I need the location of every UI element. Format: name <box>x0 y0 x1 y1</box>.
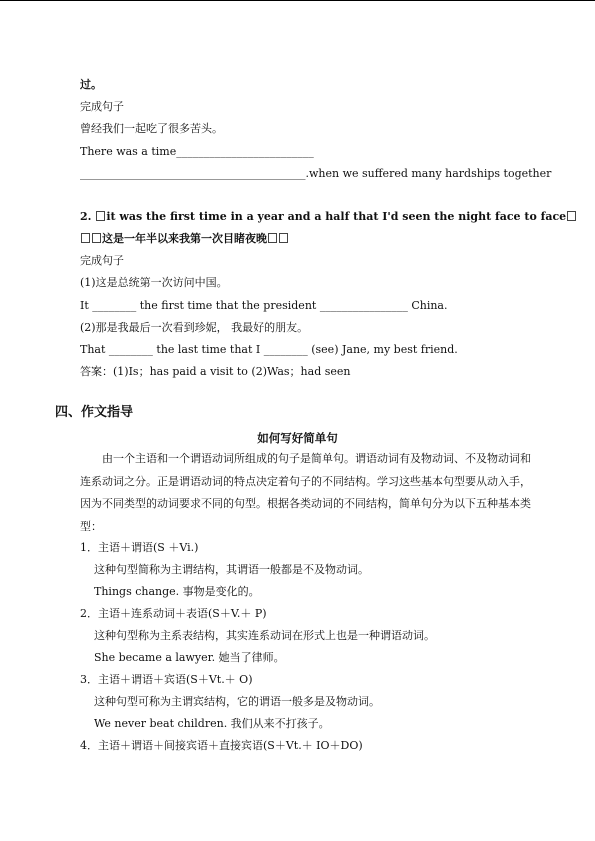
section-heading: 四、作文指导 <box>55 405 134 420</box>
type-example: We never beat children. 我们从来不打孩子。 <box>94 717 330 730</box>
type-heading: 1．主语＋谓语(S ＋Vi.) <box>80 541 199 554</box>
text-line: _________________________________________.when we suffered many hardships together <box>80 167 552 180</box>
type-heading: 3．主语＋谓语＋宾语(S＋Vt.＋ O) <box>80 673 253 686</box>
box-icon <box>81 233 90 243</box>
box-icon <box>96 211 105 221</box>
example-sentence: it was the first time in a year and a half that I'd seen the night face to face <box>106 210 567 223</box>
text-line: 过。 <box>80 78 102 91</box>
answer-line: 答案：(1)Is；has paid a visit to (2)Was；had seen <box>80 365 351 378</box>
text-line: 曾经我们一起吃了很多苦头。 <box>80 122 223 135</box>
text-line: That ________ the last time that I ________ (see) Jane, my best friend. <box>80 343 458 356</box>
type-heading: 2．主语＋连系动词＋表语(S＋V.＋ P) <box>80 607 267 620</box>
translation-text: 这是一年半以来我第一次目睹夜晚 <box>102 232 267 245</box>
article-title: 如何写好简单句 <box>257 431 338 445</box>
text-line: There was a time_________________________ <box>80 145 314 158</box>
type-example: She became a lawyer. 她当了律师。 <box>94 651 285 664</box>
type-description: 这种句型简称为主谓结构，其谓语一般都是不及物动词。 <box>94 563 369 576</box>
type-description: 这种句型可称为主谓宾结构，它的谓语一般多是及物动词。 <box>94 695 380 708</box>
box-icon <box>268 233 277 243</box>
type-heading: 4．主语＋谓语＋间接宾语＋直接宾语(S＋Vt.＋ IO＋DO) <box>80 739 363 752</box>
text-line: It ________ the first time that the president ________________ China. <box>80 299 448 312</box>
text-line: (1)这是总统第一次访问中国。 <box>80 276 228 289</box>
box-icon <box>92 233 101 243</box>
intro-paragraph: 由一个主语和一个谓语动词所组成的句子是简单句。谓语动词有及物动词、不及物动词和连系动词之分。正是谓语动词的特点决定着句子的不同结构。学习这些基本句型要从动入手，因为不同类型的动词要求不同的句型。根据各类动词的不同结构，简单句分为以下五种基本类型： <box>80 452 531 533</box>
type-example: Things change. 事物是变化的。 <box>94 585 260 598</box>
example-number: 2. <box>80 210 96 223</box>
text-line: 完成句子 <box>80 254 124 267</box>
top-border <box>0 0 595 1</box>
type-description: 这种句型称为主系表结构，其实连系动词在形式上也是一种谓语动词。 <box>94 629 435 642</box>
example-translation <box>80 232 289 246</box>
box-icon <box>279 233 288 243</box>
example-heading <box>80 210 577 224</box>
box-icon <box>567 211 576 221</box>
text-line: (2)那是我最后一次看到珍妮， 我最好的朋友。 <box>80 321 309 334</box>
text-line: 完成句子 <box>80 100 124 113</box>
